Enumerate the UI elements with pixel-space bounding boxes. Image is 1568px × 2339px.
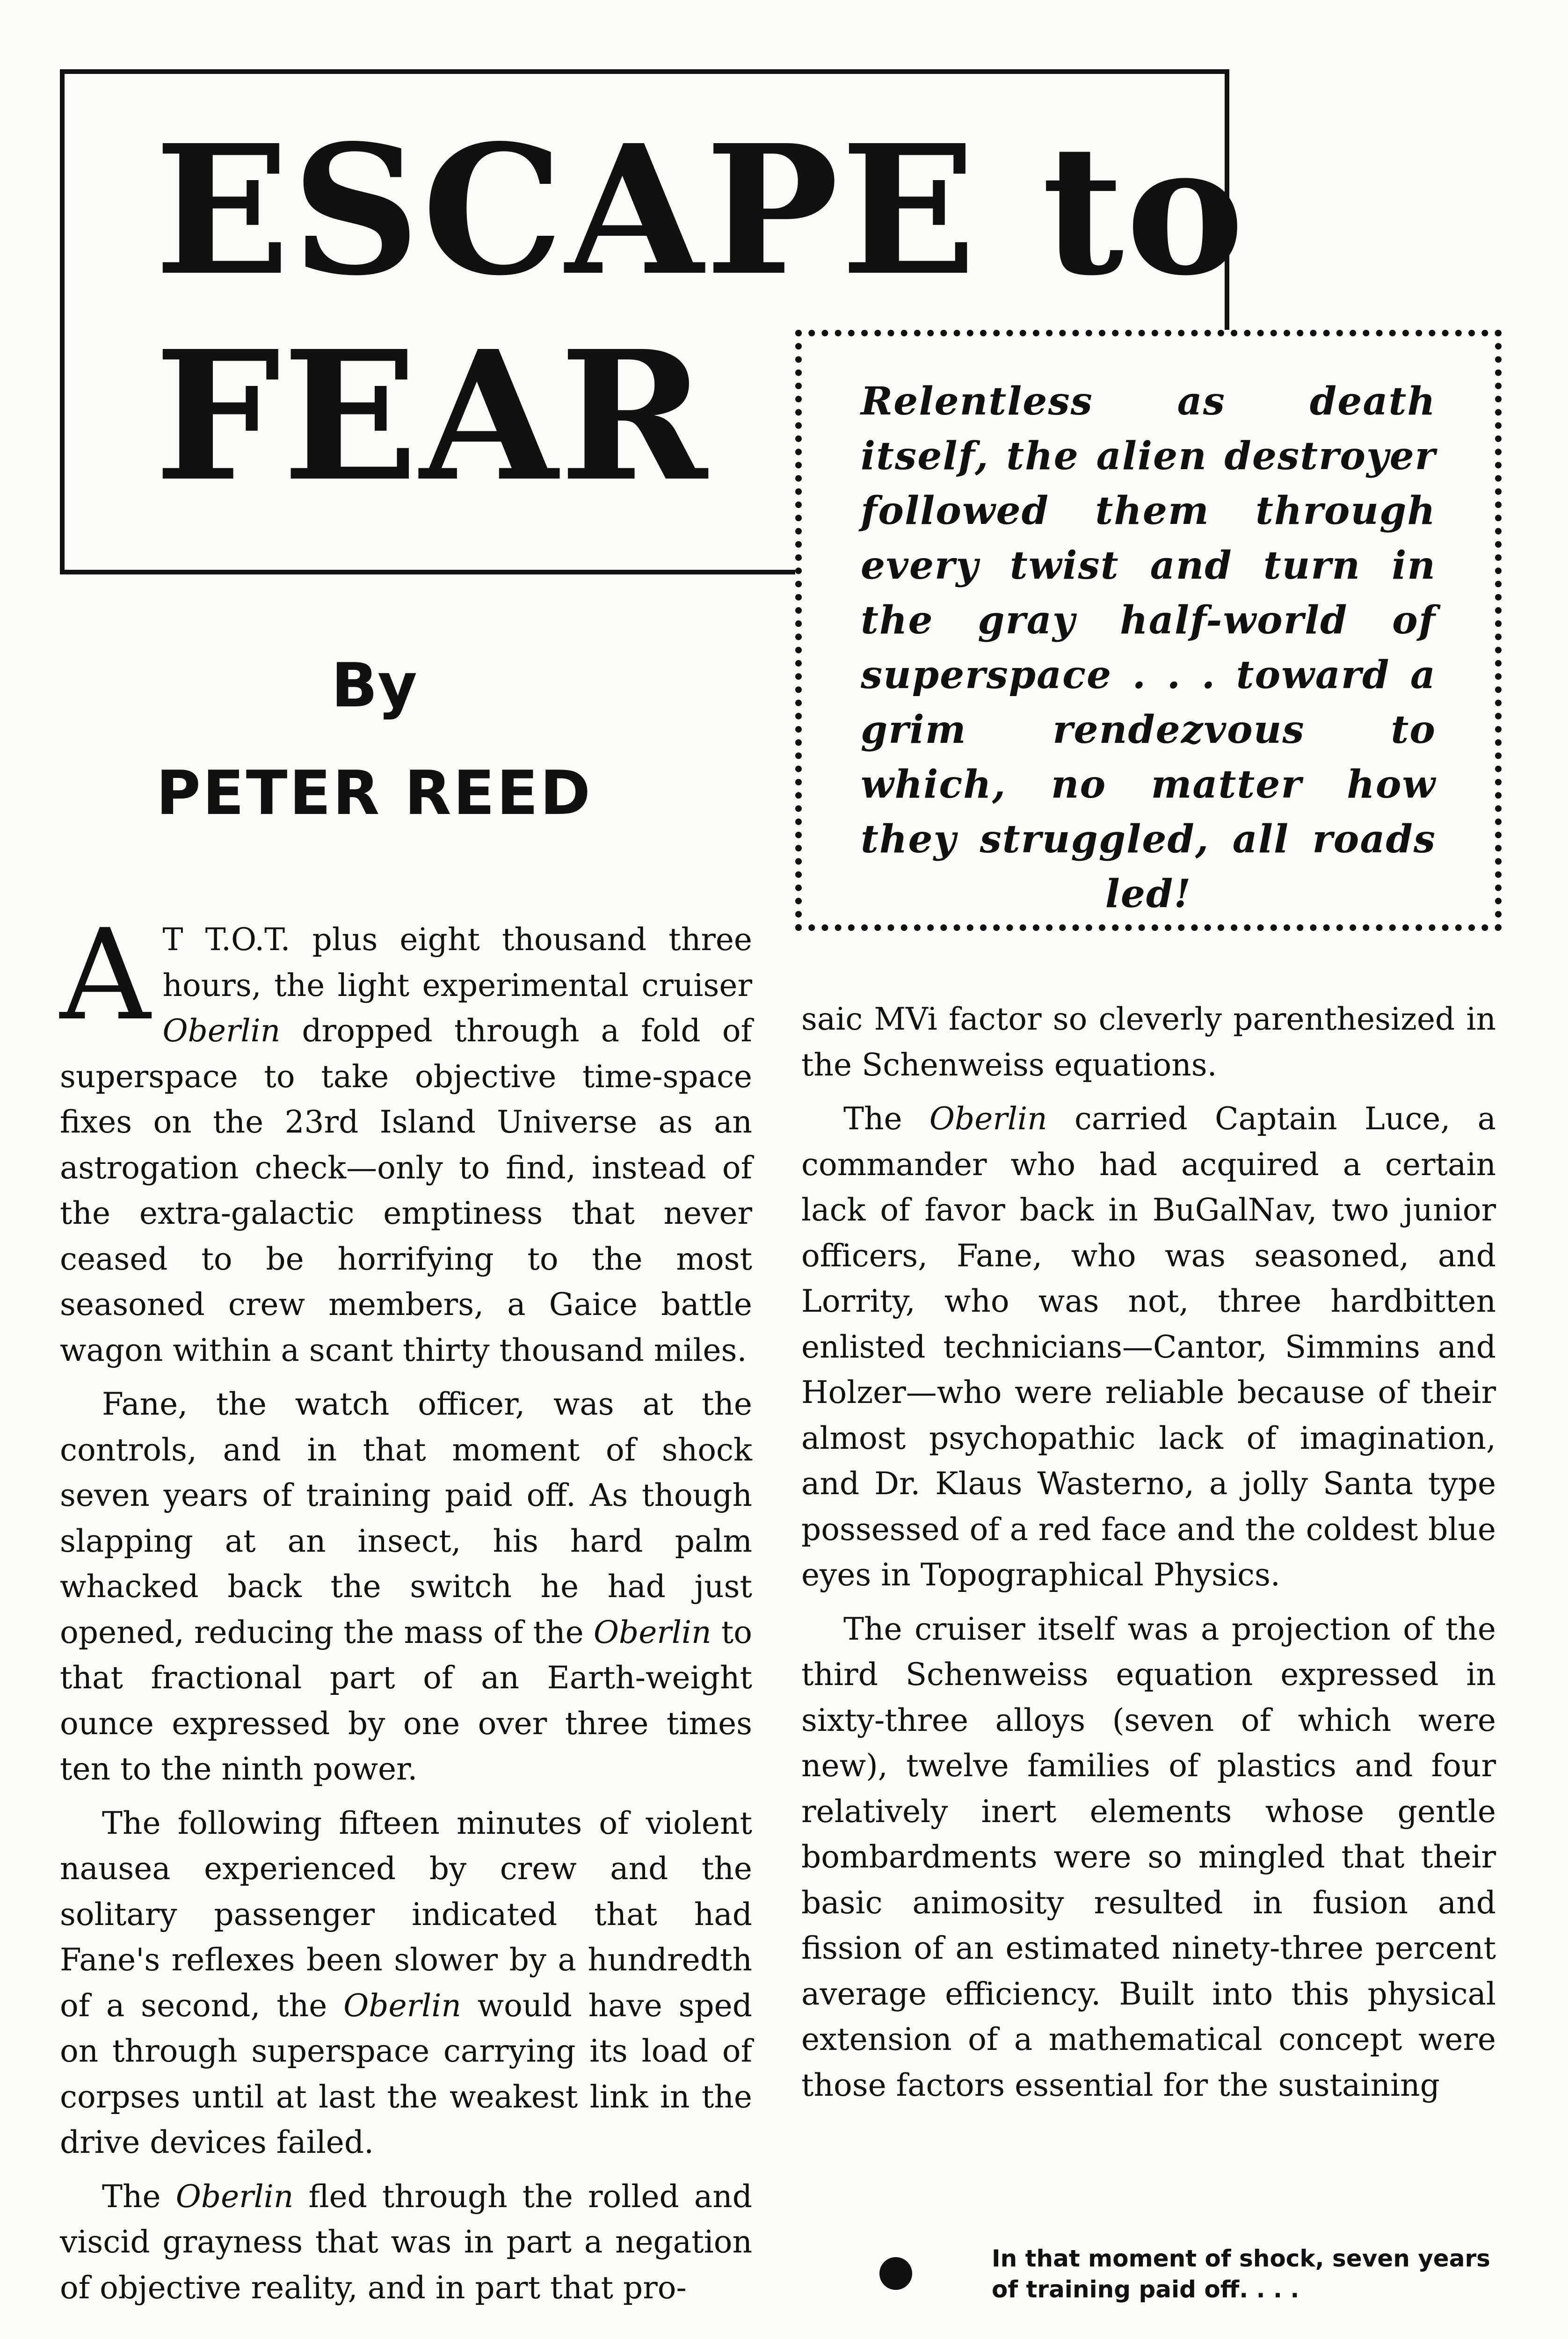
- byline-by: By: [331, 650, 417, 721]
- paragraph-text: fled through the rolled and viscid grayness that was in part a negation of objective reality, and in part that pro-: [60, 2178, 752, 2306]
- ship-name: Oberlin: [175, 2178, 294, 2215]
- blurb-text: Relentless as death itself, the alien destroyer followed them through every twist and turn in the gray half-world of superspace . . . toward a grim rendezvous to which, no matter how they struggled, all roads led!: [861, 379, 1436, 916]
- paragraph-text: The: [102, 2178, 176, 2215]
- paragraph-text: The following fifteen minutes of violent nausea experienced by crew and the solitary passenger indicated that had Fane's reflexes been slower by a hundredth of a second, the: [60, 1805, 752, 2024]
- paragraph-text: to that fractional part of an Earth-weight ounce expressed by one over three times ten to the ninth power.: [60, 1614, 752, 1787]
- paragraph-text: dropped through a fold of superspace to take objective time-space fixes on the 23rd Island Universe as an astrogation check—only to find, instead of the extra-galactic emptiness that never ceased to be horrifying to the most seasoned crew members, a Gaice battle wagon within a scant thirty thousand miles.: [60, 1013, 752, 1368]
- paragraph-text: Fane, the watch officer, was at the controls, and in that moment of shock seven years of training paid off. As though slapping at an insect, his hard palm whacked back the switch he had just opened, reducing the mass of the: [60, 1386, 752, 1650]
- ship-name: Oberlin: [343, 1987, 461, 2024]
- article-paragraph: The cruiser itself was a projection of the third Schenweiss equation expressed in sixty-three alloys (seven of which were new), twelve families of plastics and four relatively inert elements whose gentle bombardments were so mingled that their basic animosity resulted in fusion and fission of an estimated ninety-three percent average efficiency. Built into this physical extension of a mathematical concept were those factors essential for the sustaining: [801, 1611, 1496, 2103]
- footer-teaser: In that moment of shock, seven years of training paid off. . . .: [992, 2245, 1490, 2303]
- story-title-line-2: FEAR: [154, 312, 710, 521]
- drop-cap: A: [60, 902, 151, 1048]
- paragraph-text: would have sped on through superspace carrying its load of corpses until at last the weakest link in the drive devices failed.: [60, 1987, 752, 2160]
- article-paragraph: [60, 1381, 752, 1792]
- ship-name: Oberlin: [929, 1101, 1047, 1137]
- article-paragraph: [60, 2174, 752, 2311]
- story-title-line-1: ESCAPE to: [154, 106, 1246, 315]
- paragraph-text: carried Captain Luce, a commander who had acquired a certain lack of favor back in BuGalNav, two junior officers, Fane, who was seasoned, and Lorrity, who was not, three hardbitten enlisted technicians—Cantor, Simmins and Holzer—who were reliable because of their almost psychopathic lack of imagination, and Dr. Klaus Wasterno, a jolly Santa type possessed of a red face and the coldest blue eyes in Topographical Physics.: [801, 1101, 1496, 1593]
- paragraph-text: T T.O.T. plus eight thousand three hours, the light experimental cruiser: [162, 922, 752, 1003]
- ship-name: Oberlin: [593, 1614, 711, 1650]
- byline-author: PETER REED: [156, 757, 593, 828]
- bullet-icon: [879, 2257, 912, 2290]
- article-paragraph: [60, 902, 752, 1373]
- article-paragraph: [801, 1096, 1496, 1598]
- paragraph-text: The: [843, 1101, 929, 1137]
- ship-name: Oberlin: [162, 1013, 281, 1049]
- article-column-right: [801, 996, 1496, 2108]
- article-column-left: [60, 902, 752, 2310]
- article-paragraph: saic MVi factor so cleverly parenthesized in the Schenweiss equations.: [801, 1001, 1496, 1083]
- article-paragraph: [60, 1801, 752, 2165]
